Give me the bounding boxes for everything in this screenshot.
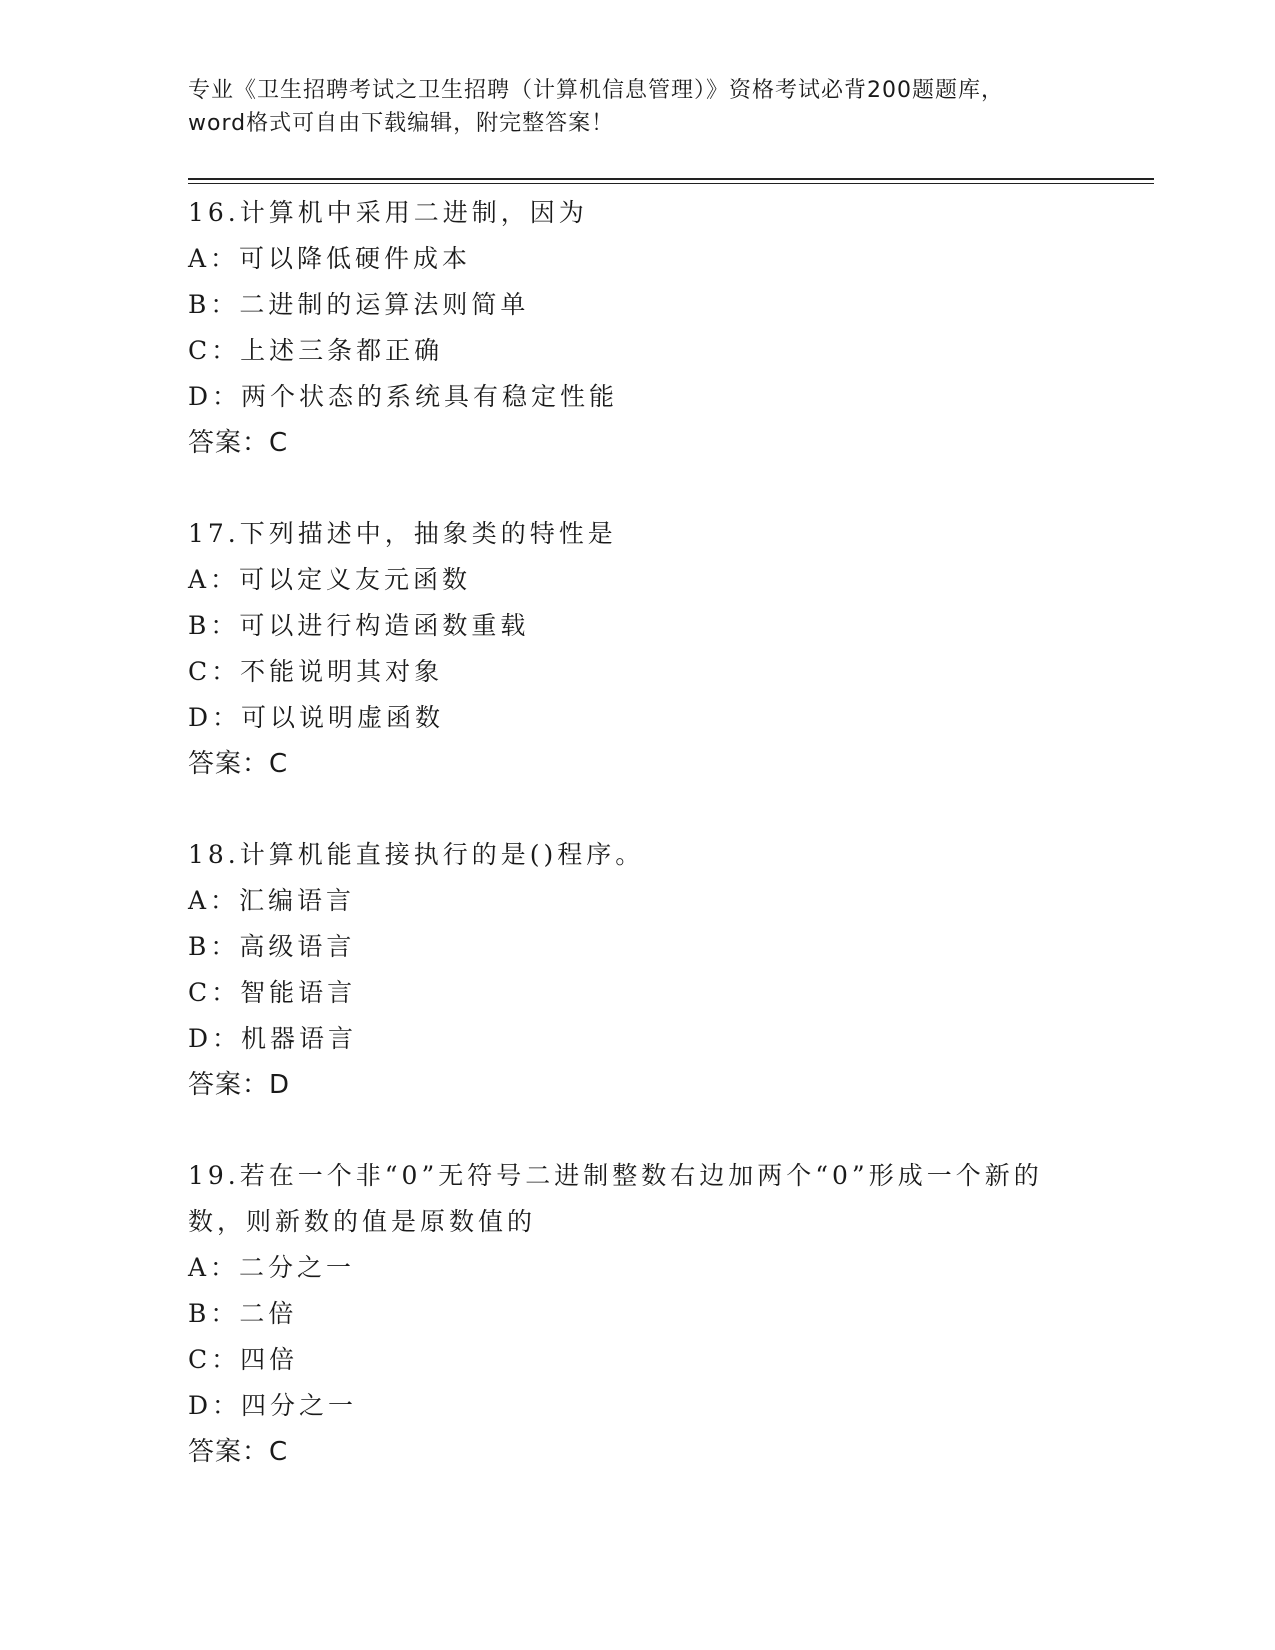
option-c: C：智能语言 <box>188 978 357 1007</box>
option-c: C：上述三条都正确 <box>188 336 444 365</box>
question-block <box>188 832 1088 1108</box>
question-list <box>188 190 1088 1520</box>
question-block <box>188 1153 1088 1475</box>
option-b: B：可以进行构造函数重载 <box>188 611 530 640</box>
question-stem: 17.下列描述中，抽象类的特性是 <box>188 519 617 548</box>
answer-label: 答案：C <box>188 749 289 779</box>
question-block <box>188 190 1088 466</box>
header-line-2: word格式可自由下载编辑，附完整答案！ <box>188 111 615 136</box>
option-b: B：二倍 <box>188 1299 298 1328</box>
option-a: A：汇编语言 <box>188 886 356 915</box>
option-a: A：可以定义友元函数 <box>188 565 472 594</box>
header-divider-thick <box>188 178 1154 180</box>
option-b: B：二进制的运算法则简单 <box>188 290 530 319</box>
answer-label: 答案：C <box>188 1437 289 1467</box>
option-d: D：两个状态的系统具有稳定性能 <box>188 382 619 411</box>
option-d: D：机器语言 <box>188 1024 358 1053</box>
option-a: A：可以降低硬件成本 <box>188 244 472 273</box>
question-stem-continued: 数，则新数的值是原数值的 <box>188 1207 537 1236</box>
answer-label: 答案：C <box>188 428 289 458</box>
option-d: D：四分之一 <box>188 1391 358 1420</box>
header-line-1: 专业《卫生招聘考试之卫生招聘（计算机信息管理）》资格考试必背200题题库， <box>188 78 1004 103</box>
question-stem: 16.计算机中采用二进制，因为 <box>188 198 588 227</box>
question-stem: 18.计算机能直接执行的是()程序。 <box>188 840 645 869</box>
document-header <box>188 74 1088 140</box>
option-d: D：可以说明虚函数 <box>188 703 445 732</box>
option-b: B：高级语言 <box>188 932 356 961</box>
question-block <box>188 511 1088 787</box>
answer-label: 答案：D <box>188 1070 291 1100</box>
header-divider-thin <box>188 183 1154 184</box>
option-c: C：四倍 <box>188 1345 299 1374</box>
option-c: C：不能说明其对象 <box>188 657 444 686</box>
option-a: A：二分之一 <box>188 1253 356 1282</box>
question-stem: 19.若在一个非“0”无符号二进制整数右边加两个“0”形成一个新的 <box>188 1161 1043 1190</box>
